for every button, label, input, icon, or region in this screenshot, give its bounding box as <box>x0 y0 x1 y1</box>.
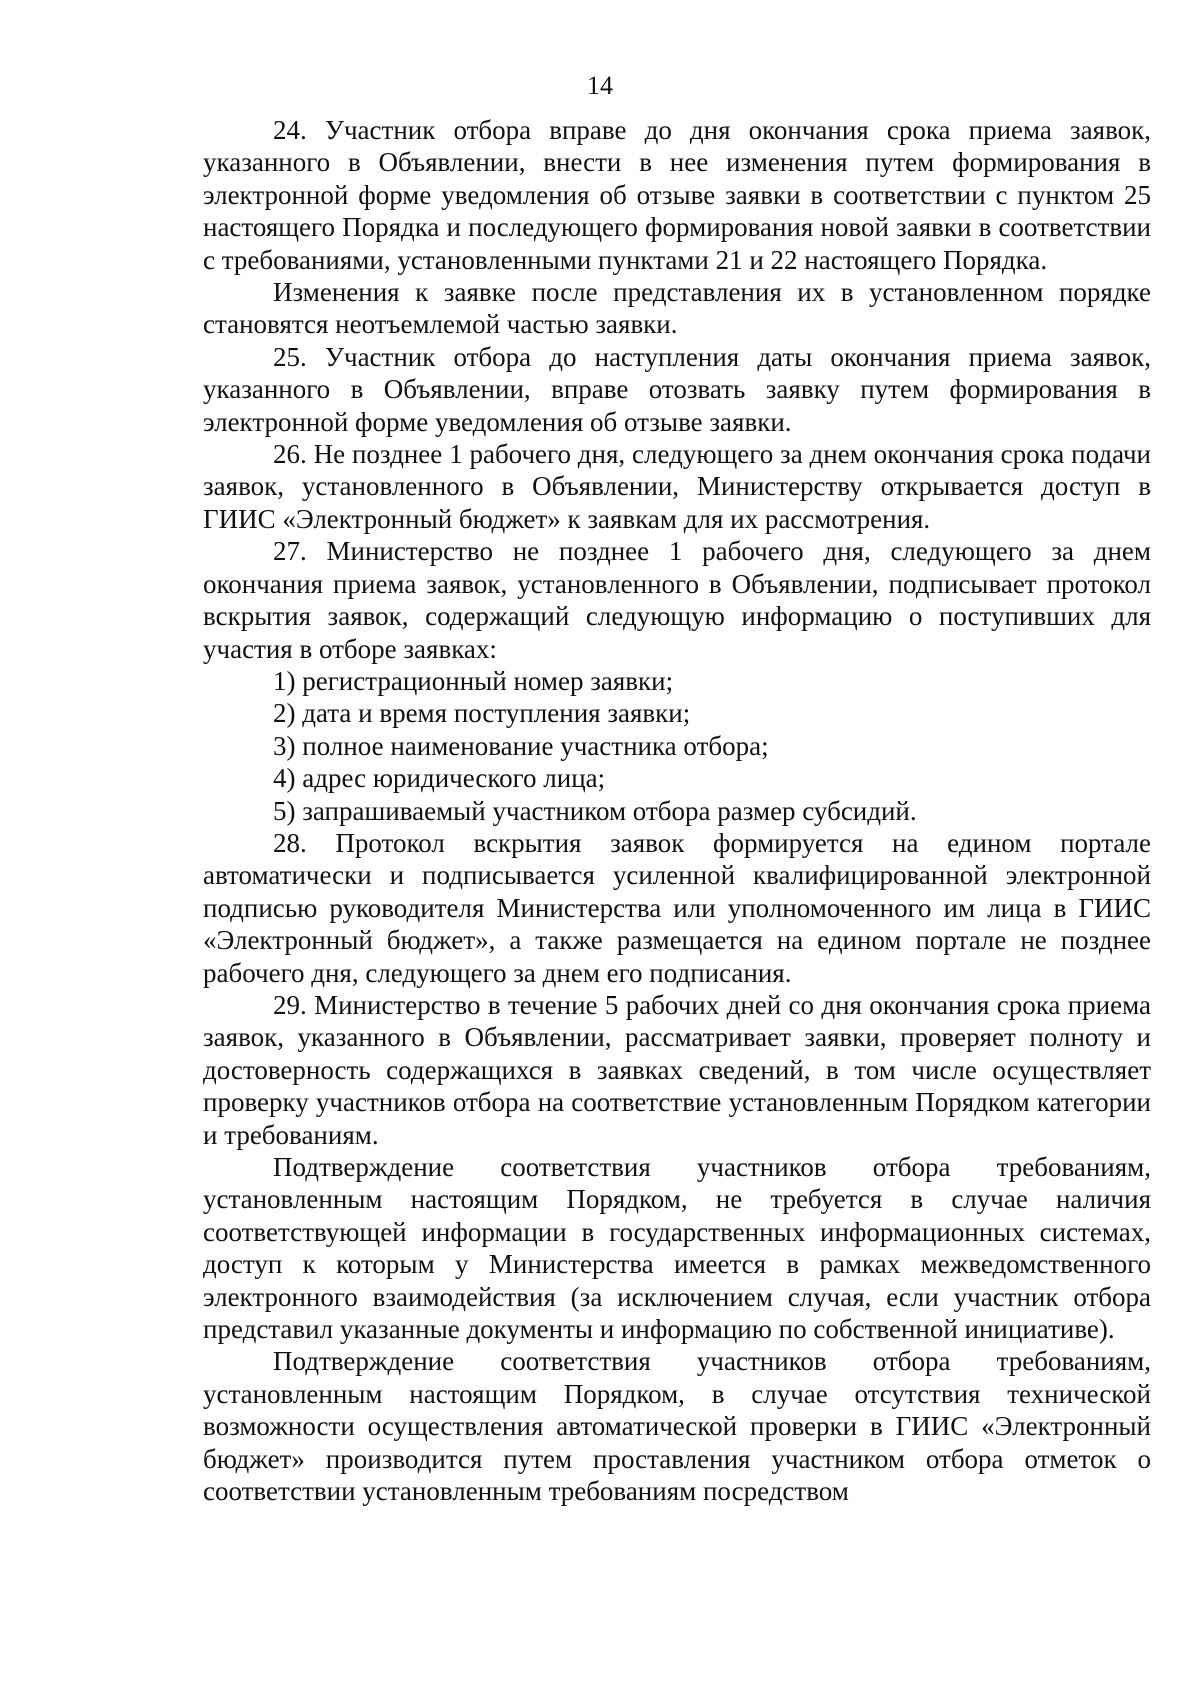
paragraph-24: 24. Участник отбора вправе до дня окончания срока приема заявок, указанного в Объявлении, внести в нее изменения путем формирования в электронной форме уведомления об отзыве заявки в соответствии с пунктом 25 настоящего Порядка и последующего формирования новой заявки в соответствии с требованиями, установленными пунктами 21 и 22 настоящего Порядка. <box>203 115 1151 275</box>
list-item-5: 5) запрашиваемый участником отбора размер субсидий. <box>273 795 917 826</box>
paragraph-29-confirmation-1: Подтверждение соответствия участников отбора требованиям, установленным настоящим Порядком, не требуется в случае наличия соответствующей информации в государственных информационных системах, доступ к которым у Министерства имеется в рамках межведомственного электронного взаимодействия (за исключением случая, если участник отбора представил указанные документы и информацию по собственной инициативе). <box>203 1152 1151 1345</box>
paragraph-24-changes: Изменения к заявке после представления их в установленном порядке становятся неотъемлемой частью заявки. <box>203 277 1151 340</box>
paragraph-26: 26. Не позднее 1 рабочего дня, следующего за днем окончания срока подачи заявок, установленного в Объявлении, Министерству открывается доступ в ГИИС «Электронный бюджет» к заявкам для их рассмотрения. <box>203 439 1151 534</box>
paragraph-28: 28. Протокол вскрытия заявок формируется на едином портале автоматически и подписывается усиленной квалифицированной электронной подписью руководителя Министерства или уполномоченного им лица в ГИИС «Электронный бюджет», а также размещается на едином портале не позднее рабочего дня, следующего за днем его подписания. <box>203 827 1151 988</box>
list-item-1: 1) регистрационный номер заявки; <box>273 665 674 696</box>
list-item-3: 3) полное наименование участника отбора; <box>273 730 769 761</box>
paragraph-29: 29. Министерство в течение 5 рабочих дней со дня окончания срока приема заявок, указанного в Объявлении, рассматривает заявки, проверяет полноту и достоверность содержащихся в заявках сведений, в том числе осуществляет проверку участников отбора на соответствие установленным Порядком категории и требованиям. <box>203 989 1151 1150</box>
list-item-4: 4) адрес юридического лица; <box>273 763 606 794</box>
paragraph-27: 27. Министерство не позднее 1 рабочего дня, следующего за днем окончания приема заявок, установленного в Объявлении, подписывает протокол вскрытия заявок, содержащий следующую информацию о поступивших для участия в отборе заявках: <box>203 536 1151 664</box>
page-number: 14 <box>587 71 613 100</box>
document-body <box>203 114 1151 1507</box>
paragraph-25: 25. Участник отбора до наступления даты окончания приема заявок, указанного в Объявлении, вправе отозвать заявку путем формирования в электронной форме уведомления об отзыве заявки. <box>203 341 1151 437</box>
list-item-2: 2) дата и время поступления заявки; <box>273 698 691 729</box>
paragraph-29-confirmation-2: Подтверждение соответствия участников отбора требованиям, установленным настоящим Порядком, в случае отсутствия технической возможности осуществления автоматической проверки в ГИИС «Электронный бюджет» производится путем проставления участником отбора отметок о соответствии установленным требованиям посредством <box>203 1346 1151 1507</box>
